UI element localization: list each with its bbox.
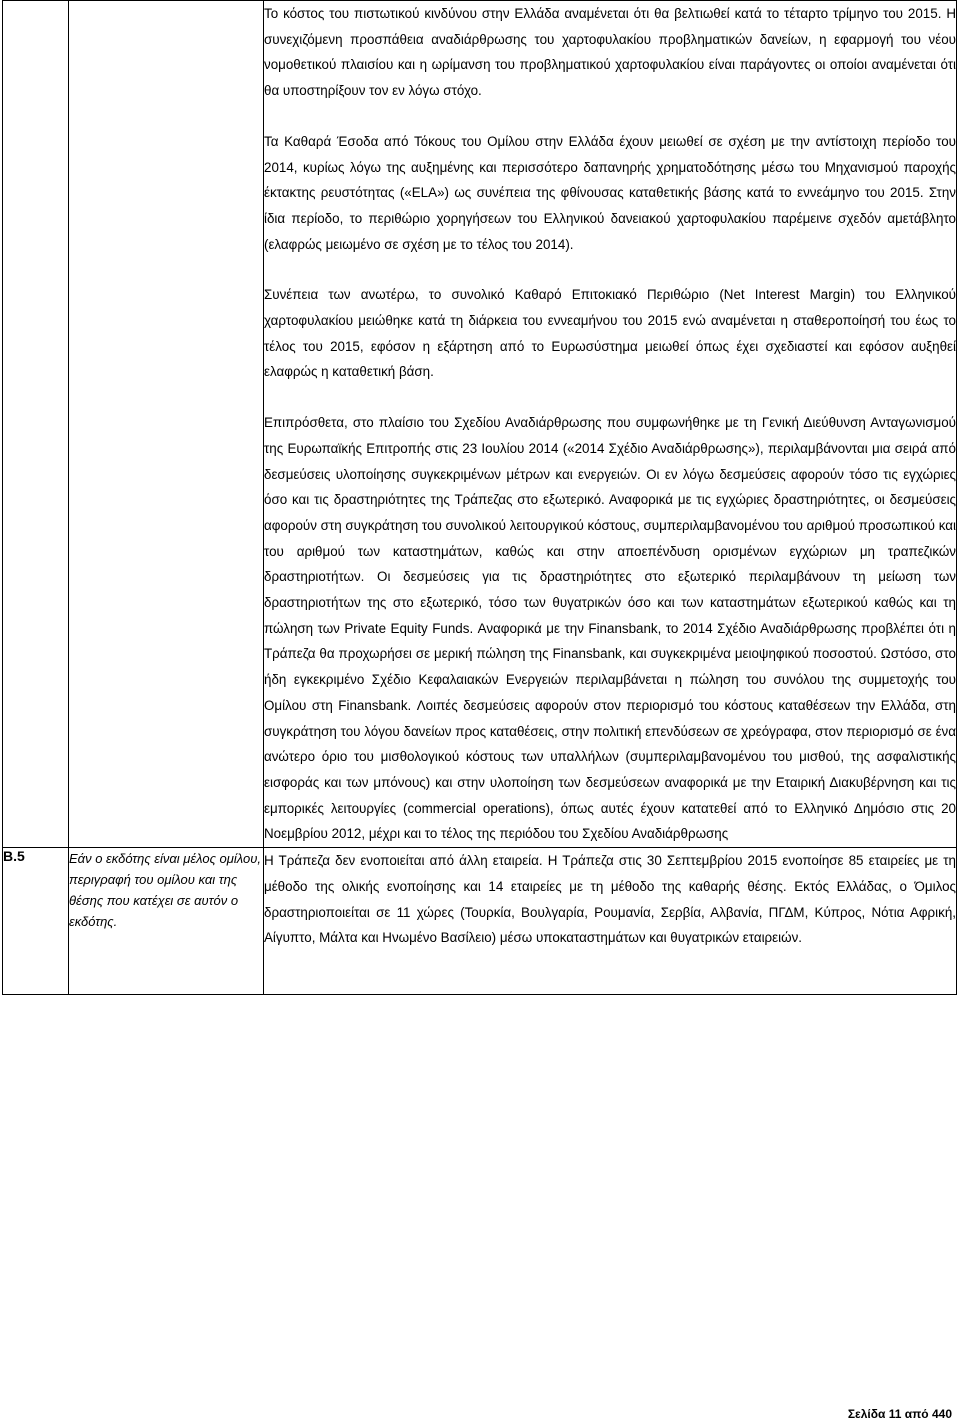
page-number: Σελίδα 11 από 440 — [847, 1407, 952, 1421]
empty-label-cell — [69, 1, 264, 848]
section-label: Εάν ο εκδότης είναι μέλος ομίλου, περιγραφή του ομίλου και της θέσης που κατέχει σε αυτόν ο εκδότης. — [69, 848, 264, 995]
table-row-continuation — [3, 1, 957, 848]
continuation-text-cell — [264, 1, 957, 848]
section-b5-text: Η Τράπεζα δεν ενοποιείται από άλλη εταιρεία. Η Τράπεζα στις 30 Σεπτεμβρίου 2015 ενοποίησε 85 εταιρείες με τη μέθοδο της ολικής ενοποίησης και 14 εταιρείες με τη μέθοδο της καθαρής θέσης. Εκτός Ελλάδας, ο Όμιλος δραστηριοποιείται σε 11 χώρες (Τουρκία, Βουλγαρία, Ρουμανία, Σερβία, Αλβανία, ΠΓΔΜ, Κύπρος, Νότια Αφρική, Αίγυπτο, Μάλτα και Ηνωμένο Βασίλειο) μέσω υποκαταστημάτων και θυγατρικών εταιρειών. — [264, 848, 957, 995]
paragraph-credit-risk: Το κόστος του πιστωτικού κινδύνου στην Ελλάδα αναμένεται ότι θα βελτιωθεί κατά το τέταρτο τρίμηνο του 2015. Η συνεχιζόμενη προσπάθεια αναδιάρθρωσης του χαρτοφυλακίου προβληματικών δανείων, η εφαρμογή του νέου νομοθετικού πλαισίου και η ωρίμανση του προβληματικού χαρτοφυλακίου είναι παράγοντες οι οποίοι αναμένεται ότι θα υποστηρίξουν τον εν λόγω στόχο. — [264, 6, 956, 99]
empty-number-cell — [3, 1, 69, 848]
paragraph-net-interest-margin: Συνέπεια των ανωτέρω, το συνολικό Καθαρό Επιτοκιακό Περιθώριο (Net Interest Margin) του Ελληνικού χαρτοφυλακίου μειώθηκε κατά τη διάρκεια του εννεαμήνου του 2015 ενώ αναμένεται η σταθεροποίησή του έως το τέλος του 2015, εφόσον η εξάρτηση από το Ευρωσύστημα μειωθεί όπως έχει σχεδιαστεί και εφόσον αυξηθεί ελαφρώς η καταθετική βάση. — [264, 287, 956, 380]
table-row-b5 — [3, 848, 957, 995]
document-table — [2, 0, 957, 995]
paragraph-net-interest-income: Τα Καθαρά Έσοδα από Τόκους του Ομίλου στην Ελλάδα έχουν μειωθεί σε σχέση με την αντίστοιχη περίοδο του 2014, κυρίως λόγω της αυξημένης και περισσότερο δαπανηρής χρηματοδότησης μέσω του Μηχανισμού παροχής έκτακτης ρευστότητας («ELA») ως συνέπεια της φθίνουσας καταθετικής βάσης κατά το εννεάμηνο του 2015. Στην ίδια περίοδο, το περιθώριο χορηγήσεων του Ελληνικού δανειακού χαρτοφυλακίου παρέμεινε σχεδόν αμετάβλητο (ελαφρώς μειωμένο σε σχέση με το τέλος του 2014). — [264, 133, 956, 252]
paragraph-restructuring-plan: Επιπρόσθετα, στο πλαίσιο του Σχεδίου Αναδιάρθρωσης που συμφωνήθηκε με τη Γενική Διεύθυνση Ανταγωνισμού της Ευρωπαϊκής Επιτροπής στις 23 Ιουλίου 2014 («2014 Σχέδιο Αναδιάρθρωσης»), περιλαμβάνονται μια σειρά από δεσμεύσεις υλοποίησης συγκεκριμένων μέτρων και ενεργειών. Οι εν λόγω δεσμεύσεις αφορούν τόσο τις εγχώριες όσο και τις δραστηριότητες της Τράπεζας στο εξωτερικό. Αναφορικά με τις εγχώριες δραστηριότητες, οι δεσμεύσεις αφορούν στη συγκράτηση του συνολικού λειτουργικού κόστους, συμπεριλαμβανομένου του αριθμού προσωπικού και του αριθμού των καταστημάτων, καθώς και στην αποεπένδυση ορισμένων εγχώριων μη τραπεζικών δραστηριοτήτων. Οι δεσμεύσεις για τις δραστηριότητες στο εξωτερικό περιλαμβάνουν τη μείωση των δραστηριοτήτων της στο εξωτερικό, τόσο των θυγατρικών όσο και των καταστημάτων εξωτερικού καθώς και τη πώληση των Private Equity Funds. Αναφορικά με την Finansbank, το 2014 Σχέδιο Αναδιάρθρωσης προβλέπει ότι η Τράπεζα θα προχωρήσει σε μερική πώληση της Finansbank, και συγκεκριμένα μειοψηφικού ποσοστού. Ωστόσο, στο ήδη εγκεκριμένο Σχέδιο Κεφαλαιακών Ενεργειών περιλαμβάνεται η πώληση του συνόλου της συμμετοχής του Ομίλου στη Finansbank. Λοιπές δεσμεύσεις αφορούν στον περιορισμό του κόστους καταθέσεων την Ελλάδα, στη συγκράτηση του λόγου δανείων προς καταθέσεις, στην πολιτική επενδύσεων σε χρεόγραφα, στον περιορισμό σε ένα ανώτερο όριο του μισθολογικού κόστους των υπαλλήλων (συμπεριλαμβανομένου του μισθού, της ασφαλιστικής εισφοράς και των μπόνους) και στην υλοποίηση των δεσμεύσεων αναφορικά με την Εταιρική Διακυβέρνηση και τις εμπορικές λειτουργίες (commercial operations), όπως αυτές έχουν κατατεθεί από το Ελληνικό Δημόσιο στις 20 Νοεμβρίου 2012, μέχρι και το τέλος της περιόδου του Σχεδίου Αναδιάρθρωσης — [264, 415, 956, 842]
section-number: B.5 — [3, 848, 69, 995]
